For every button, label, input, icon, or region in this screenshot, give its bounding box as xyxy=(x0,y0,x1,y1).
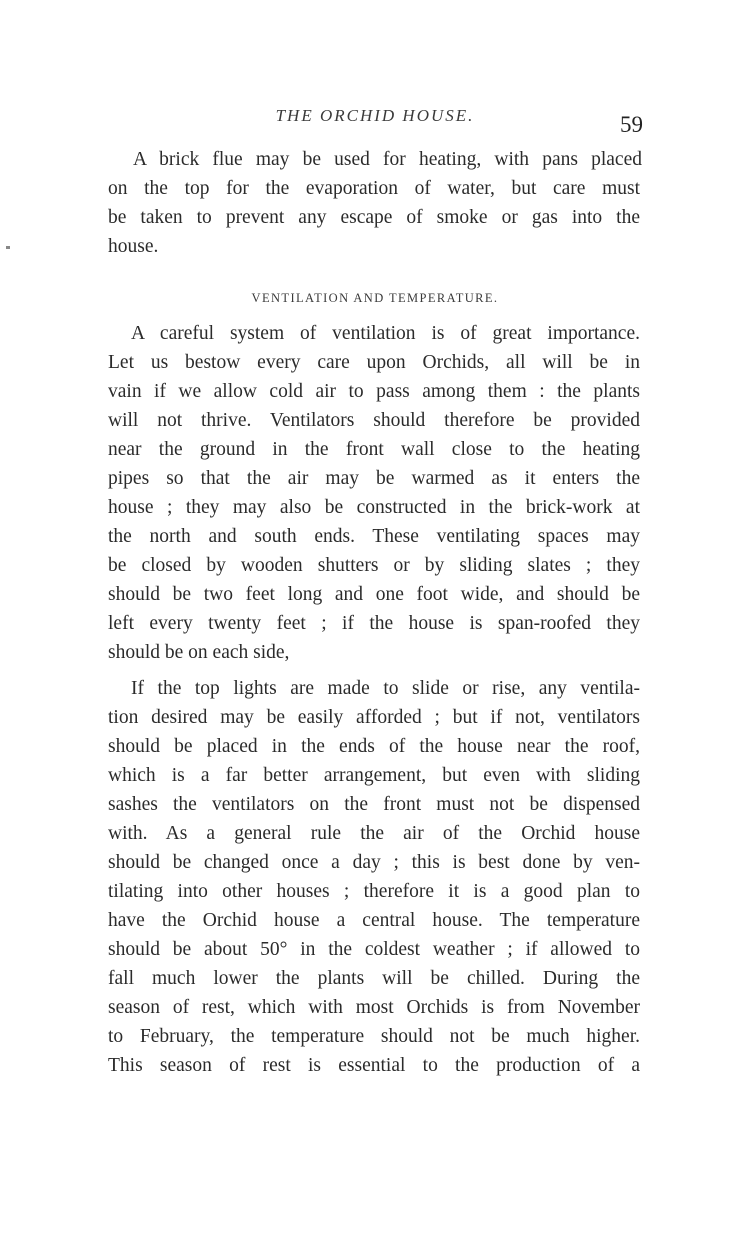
text-line: near the ground in the front wall close to the heating xyxy=(108,439,640,460)
text-line: with. As a general rule the air of the Orchid house xyxy=(108,823,640,844)
text-line: This season of rest is essential to the production of a xyxy=(108,1055,640,1076)
text-line: tion desired may be easily afforded ; but if not, ventilators xyxy=(108,707,640,728)
running-head: THE ORCHID HOUSE. xyxy=(275,106,475,125)
text-line: house ; they may also be constructed in the brick-work at xyxy=(108,497,640,518)
text-line: should be on each side, xyxy=(108,642,290,663)
margin-mark xyxy=(6,246,10,249)
section-heading: VENTILATION AND TEMPERATURE. xyxy=(251,291,499,305)
text-line: house. xyxy=(108,236,159,257)
text-line: If the top lights are made to slide or rise, any ventila- xyxy=(131,678,640,699)
text-line: will not thrive. Ventilators should therefore be provided xyxy=(108,410,640,431)
text-line: should be about 50° in the coldest weather ; if allowed to xyxy=(108,939,640,960)
text-line: fall much lower the plants will be chilled. During the xyxy=(108,968,640,989)
text-line: season of rest, which with most Orchids is from November xyxy=(108,997,640,1018)
text-line: to February, the temperature should not be much higher. xyxy=(108,1026,640,1047)
text-line: be taken to prevent any escape of smoke or gas into the xyxy=(108,207,640,228)
text-line: have the Orchid house a central house. The temperature xyxy=(108,910,640,931)
text-line: should be placed in the ends of the house near the roof, xyxy=(108,736,640,757)
page-number: 59 xyxy=(620,112,643,137)
text-line: the north and south ends. These ventilating spaces may xyxy=(108,526,640,547)
text-line: Let us bestow every care upon Orchids, all will be in xyxy=(108,352,640,373)
text-line: tilating into other houses ; therefore it is a good plan to xyxy=(108,881,640,902)
text-line: should be two feet long and one foot wide, and should be xyxy=(108,584,640,605)
text-line: on the top for the evaporation of water, but care must xyxy=(108,178,640,199)
text-line: which is a far better arrangement, but even with sliding xyxy=(108,765,640,786)
text-line: A brick flue may be used for heating, with pans placed xyxy=(133,149,642,170)
text-line: A careful system of ventilation is of great importance. xyxy=(131,323,640,344)
text-line: left every twenty feet ; if the house is span-roofed they xyxy=(108,613,640,634)
text-line: pipes so that the air may be warmed as it enters the xyxy=(108,468,640,489)
text-line: sashes the ventilators on the front must not be dispensed xyxy=(108,794,640,815)
text-line: vain if we allow cold air to pass among them : the plants xyxy=(108,381,640,402)
text-line: should be changed once a day ; this is best done by ven- xyxy=(108,852,640,873)
text-line: be closed by wooden shutters or by sliding slates ; they xyxy=(108,555,640,576)
